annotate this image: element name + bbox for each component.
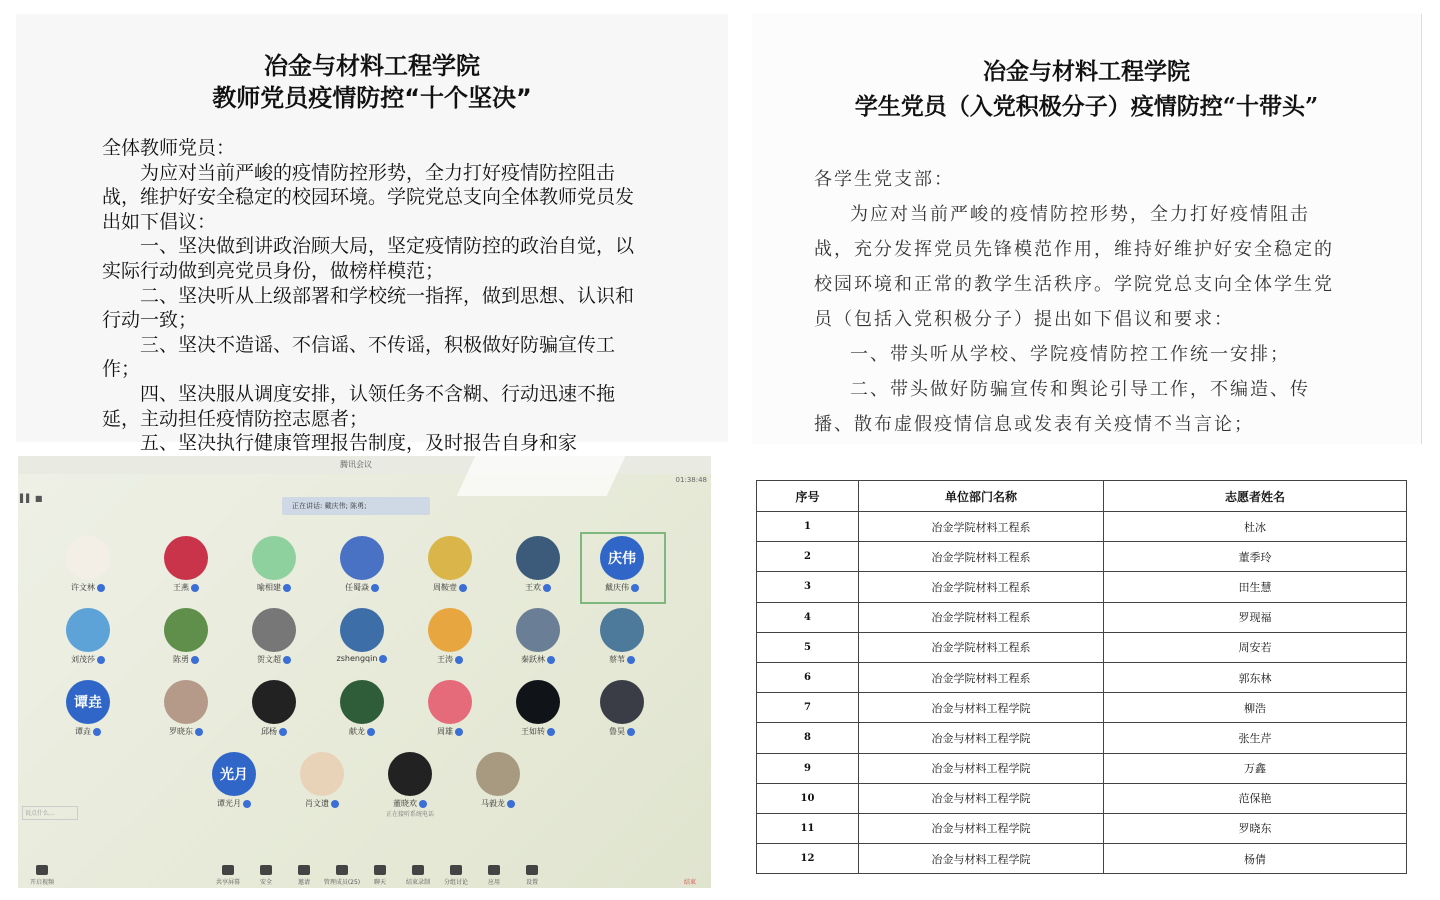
microphone-icon xyxy=(97,656,105,664)
participant-avatar xyxy=(66,680,110,724)
participant-name: 肖文遗 xyxy=(305,799,329,808)
participant-name-row xyxy=(586,582,658,593)
participant-name: 王燕 xyxy=(173,583,189,592)
cell-department: 冶金与材料工程学院 xyxy=(859,723,1104,753)
cell-index: 11 xyxy=(757,813,859,843)
microphone-icon xyxy=(419,800,427,808)
microphone-icon xyxy=(547,656,555,664)
participant-tile[interactable] xyxy=(150,680,222,737)
teacher-notice-paragraph: 一、坚决做到讲政治顾大局，坚定疫情防控的政治自觉，以实际行动做到亮党员身份，做榜样模范； xyxy=(102,235,635,282)
participant-tile[interactable] xyxy=(52,680,124,737)
meeting-controls[interactable]: ▌▌ ■ xyxy=(20,494,43,503)
cell-volunteer-name: 董季玲 xyxy=(1104,542,1407,572)
cell-department: 冶金学院材料工程系 xyxy=(859,542,1104,572)
microphone-icon xyxy=(371,584,379,592)
participant-name: 许文林 xyxy=(71,583,95,592)
cell-department: 冶金与材料工程学院 xyxy=(859,844,1104,874)
participant-tile[interactable] xyxy=(326,536,398,593)
teacher-notice-title-line2: 教师党员疫情防控“十个坚决” xyxy=(212,84,532,112)
video-meeting-photo xyxy=(18,456,711,888)
cell-index: 6 xyxy=(757,662,859,692)
participant-avatar xyxy=(212,752,256,796)
cell-department: 冶金学院材料工程系 xyxy=(859,512,1104,542)
toolbar-button[interactable] xyxy=(246,865,286,886)
cell-department: 冶金与材料工程学院 xyxy=(859,753,1104,783)
volunteer-table-panel xyxy=(756,480,1407,876)
microphone-icon xyxy=(97,584,105,592)
participant-tile[interactable] xyxy=(586,680,658,737)
cell-department: 冶金学院材料工程系 xyxy=(859,632,1104,662)
table-row xyxy=(757,602,1407,632)
cell-volunteer-name: 杨倩 xyxy=(1104,844,1407,874)
microphone-icon xyxy=(455,728,463,736)
participant-tile[interactable] xyxy=(502,536,574,593)
table-row xyxy=(757,723,1407,753)
participant-tile[interactable] xyxy=(586,608,658,665)
participant-tile[interactable] xyxy=(502,680,574,737)
avatar-initials: 光月 xyxy=(220,767,248,783)
student-notice-title-line2: 学生党员（入党积极分子）疫情防控“十带头” xyxy=(854,93,1319,120)
participant-tile[interactable] xyxy=(326,680,398,737)
chat-input[interactable]: 说点什么... xyxy=(22,806,78,820)
cell-index: 10 xyxy=(757,783,859,813)
participant-name-row xyxy=(586,654,658,665)
toolbar-label: 管理成员(25) xyxy=(323,879,361,886)
participant-name-row xyxy=(150,726,222,737)
participant-name-row xyxy=(326,726,398,737)
participant-tile[interactable] xyxy=(414,680,486,737)
toolbar-button[interactable] xyxy=(360,865,400,886)
microphone-icon xyxy=(191,584,199,592)
table-header-row xyxy=(757,481,1407,512)
microphone-icon xyxy=(279,728,287,736)
cell-volunteer-name: 周安若 xyxy=(1104,632,1407,662)
microphone-icon xyxy=(459,584,467,592)
participant-avatar xyxy=(252,608,296,652)
cell-volunteer-name: 郭东林 xyxy=(1104,662,1407,692)
table-row xyxy=(757,632,1407,662)
volunteer-table xyxy=(756,480,1407,874)
participant-name: 陈勇 xyxy=(173,655,189,664)
student-notice-paragraph: 二、带头做好防骗宣传和舆论引导工作，不编造、传播、散布虚假疫情信息或发表有关疫情不当言论； xyxy=(814,379,1310,435)
table-row xyxy=(757,844,1407,874)
student-notice-body xyxy=(814,162,1344,442)
teacher-notice-paragraph: 三、坚决不造谣、不信谣、不传谣，积极做好防骗宣传工作； xyxy=(102,333,616,381)
participant-tile[interactable] xyxy=(462,752,534,809)
cell-volunteer-name: 万鑫 xyxy=(1104,753,1407,783)
cell-index: 12 xyxy=(757,844,859,874)
participant-name-row xyxy=(52,654,124,665)
participant-tile[interactable] xyxy=(198,752,270,809)
toolbar-label: 应用 xyxy=(487,879,500,886)
participant-name: 周鞍壹 xyxy=(433,583,457,592)
toolbar-button[interactable] xyxy=(474,865,514,886)
participant-name-row xyxy=(238,582,310,593)
microphone-icon xyxy=(627,656,635,664)
participant-avatar xyxy=(164,536,208,580)
toolbar-label: 共享屏幕 xyxy=(215,879,240,886)
toolbar-icon xyxy=(298,865,310,875)
header-volunteer-name: 志愿者姓名 xyxy=(1104,481,1407,512)
table-row xyxy=(757,813,1407,843)
participant-tile[interactable] xyxy=(286,752,358,809)
teacher-notice-paragraph: 全体教师党员： xyxy=(102,137,236,159)
microphone-icon xyxy=(631,584,639,592)
toolbar-label: 安全 xyxy=(259,879,272,886)
microphone-icon xyxy=(455,656,463,664)
microphone-icon xyxy=(283,584,291,592)
cell-department: 冶金与材料工程学院 xyxy=(859,783,1104,813)
toolbar-label: 结束录制 xyxy=(405,879,430,886)
participant-tile[interactable] xyxy=(52,608,124,665)
participant-avatar xyxy=(600,608,644,652)
microphone-icon xyxy=(379,655,387,663)
student-notice-title xyxy=(752,54,1421,124)
participant-name: 任蜀焱 xyxy=(345,583,369,592)
participant-tile[interactable] xyxy=(586,536,658,593)
toolbar-button[interactable] xyxy=(322,865,362,886)
participant-name: 周雄 xyxy=(437,727,453,736)
participant-avatar xyxy=(252,536,296,580)
participant-name-row xyxy=(414,726,486,737)
cell-index: 4 xyxy=(757,602,859,632)
participant-avatar xyxy=(428,536,472,580)
cell-index: 1 xyxy=(757,512,859,542)
table-row xyxy=(757,542,1407,572)
toolbar-icon xyxy=(374,865,386,875)
meeting-window-title: 腾讯会议 xyxy=(340,460,372,469)
participant-name: 谭垚 xyxy=(75,727,91,736)
participant-avatar xyxy=(428,680,472,724)
participant-tile[interactable] xyxy=(52,536,124,593)
microphone-icon xyxy=(547,728,555,736)
toolbar-label: 分组讨论 xyxy=(443,879,468,886)
participant-name-row xyxy=(52,726,124,737)
toolbar-icon xyxy=(336,865,348,875)
cell-volunteer-name: 范保艳 xyxy=(1104,783,1407,813)
participant-name: zshengqin xyxy=(336,654,378,663)
participant-avatar xyxy=(516,536,560,580)
microphone-icon xyxy=(93,728,101,736)
participant-tile[interactable] xyxy=(150,536,222,593)
participant-avatar xyxy=(516,680,560,724)
cell-department: 冶金学院材料工程系 xyxy=(859,662,1104,692)
participant-name-row xyxy=(586,726,658,737)
participant-tile[interactable] xyxy=(238,536,310,593)
participant-name-row xyxy=(502,726,574,737)
microphone-icon xyxy=(191,656,199,664)
student-notice-paragraph: 一、带头听从学校、学院疫情防控工作统一安排； xyxy=(850,344,1290,365)
participant-name: 喻相建 xyxy=(257,583,281,592)
cell-index: 7 xyxy=(757,693,859,723)
table-row xyxy=(757,693,1407,723)
participant-name: 罗晓东 xyxy=(169,727,193,736)
participant-name-row xyxy=(286,798,358,809)
participant-name-row xyxy=(414,654,486,665)
participant-name-row xyxy=(52,582,124,593)
student-notice-paragraph: 各学生党支部： xyxy=(814,169,954,190)
cell-index: 5 xyxy=(757,632,859,662)
teacher-notice-paragraph: 二、坚决听从上级部署和学校统一指挥，做到思想、认识和行动一致； xyxy=(102,284,635,332)
toolbar-video-button[interactable] xyxy=(22,865,62,886)
participant-status: 正在接听系统电话 xyxy=(385,811,434,818)
header-index: 序号 xyxy=(757,481,859,512)
toolbar-icon xyxy=(260,865,272,875)
cell-index: 3 xyxy=(757,572,859,602)
cell-volunteer-name: 田生慧 xyxy=(1104,572,1407,602)
toolbar-icon xyxy=(488,865,500,875)
toolbar-button[interactable] xyxy=(398,865,438,886)
participant-name-row xyxy=(414,582,486,593)
cell-volunteer-name: 杜冰 xyxy=(1104,512,1407,542)
student-notice-document xyxy=(752,14,1422,444)
cell-department: 冶金学院材料工程系 xyxy=(859,572,1104,602)
teacher-notice-paragraph: 五、坚决执行健康管理报告制度，及时报告自身和家 xyxy=(140,432,578,455)
toolbar-button[interactable] xyxy=(284,865,324,886)
cell-index: 2 xyxy=(757,542,859,572)
participant-name-row xyxy=(326,582,398,593)
toolbar-icon xyxy=(222,865,234,875)
participant-avatar xyxy=(340,536,384,580)
toolbar-button[interactable] xyxy=(512,865,552,886)
microphone-icon xyxy=(367,728,375,736)
toolbar-icon xyxy=(450,865,462,875)
participant-tile[interactable] xyxy=(414,608,486,665)
cell-department: 冶金与材料工程学院 xyxy=(859,813,1104,843)
participant-avatar xyxy=(66,608,110,652)
teacher-notice-body xyxy=(102,136,642,456)
participant-tile[interactable] xyxy=(326,608,398,663)
participant-name: 蔡苇 xyxy=(609,655,625,664)
participant-avatar xyxy=(340,680,384,724)
toolbar-video-label: 开启视频 xyxy=(29,879,54,886)
microphone-icon xyxy=(543,584,551,592)
participant-name: 谭光月 xyxy=(217,799,241,808)
participant-avatar xyxy=(516,608,560,652)
table-row xyxy=(757,512,1407,542)
avatar-initials: 谭垚 xyxy=(74,695,102,711)
microphone-icon xyxy=(507,800,515,808)
camera-icon xyxy=(36,865,48,875)
toolbar-icon xyxy=(526,865,538,875)
meeting-timer: 01:38:48 xyxy=(675,476,707,484)
microphone-icon xyxy=(243,800,251,808)
student-notice-title-line1: 冶金与材料工程学院 xyxy=(983,58,1190,85)
cell-volunteer-name: 罗现福 xyxy=(1104,602,1407,632)
participant-avatar xyxy=(600,680,644,724)
participant-tile[interactable] xyxy=(150,608,222,665)
participant-name: 王涛 xyxy=(437,655,453,664)
participant-name: 秦跃林 xyxy=(521,655,545,664)
student-notice-paragraph: 为应对当前严峻的疫情防控形势，全力打好疫情阻击战，充分发挥党员先锋模范作用，维持好维护好安全稳定的校园环境和正常的教学生活秩序。学院党总支向全体学生党员（包括入党积极分子）提出如下倡议和要求： xyxy=(814,204,1334,330)
participant-tile[interactable] xyxy=(238,680,310,737)
toolbar-button[interactable] xyxy=(436,865,476,886)
participant-name: 邱杨 xyxy=(261,727,277,736)
participant-name-row xyxy=(198,798,270,809)
participant-tile[interactable] xyxy=(502,608,574,665)
microphone-icon xyxy=(283,656,291,664)
teacher-notice-title xyxy=(16,50,728,114)
toolbar-label: 聊天 xyxy=(373,879,386,886)
cell-department: 冶金学院材料工程系 xyxy=(859,602,1104,632)
participant-avatar xyxy=(600,536,644,580)
table-row xyxy=(757,753,1407,783)
meeting-toolbar xyxy=(18,858,711,888)
toolbar-button[interactable] xyxy=(208,865,248,886)
end-meeting-button[interactable] xyxy=(670,877,710,886)
participant-name-row xyxy=(150,582,222,593)
cell-volunteer-name: 罗晓东 xyxy=(1104,813,1407,843)
participant-name: 马毅龙 xyxy=(481,799,505,808)
participant-avatar xyxy=(300,752,344,796)
toolbar-icon xyxy=(412,865,424,875)
participant-tile[interactable] xyxy=(374,752,446,818)
participant-name-row xyxy=(374,798,446,809)
participant-avatar xyxy=(66,536,110,580)
teacher-notice-document xyxy=(16,14,728,455)
participant-tile[interactable] xyxy=(238,608,310,665)
cell-volunteer-name: 张生芹 xyxy=(1104,723,1407,753)
participant-name: 献龙 xyxy=(349,727,365,736)
teacher-notice-paragraph: 为应对当前严峻的疫情防控形势，全力打好疫情防控阻击战，维护好安全稳定的校园环境。学院党总支向全体教师党员发出如下倡议： xyxy=(102,161,635,233)
participant-name-row xyxy=(238,654,310,665)
cell-index: 9 xyxy=(757,753,859,783)
header-department: 单位部门名称 xyxy=(859,481,1104,512)
table-row xyxy=(757,783,1407,813)
participant-name: 王欢 xyxy=(525,583,541,592)
screen-glare xyxy=(457,456,626,496)
participant-name-row xyxy=(150,654,222,665)
table-row xyxy=(757,572,1407,602)
participant-name: 王如转 xyxy=(521,727,545,736)
cell-index: 8 xyxy=(757,723,859,753)
participant-name: 鲁昊 xyxy=(609,727,625,736)
toolbar-label: 邀请 xyxy=(297,879,310,886)
cell-department: 冶金与材料工程学院 xyxy=(859,693,1104,723)
participant-name-row xyxy=(326,654,398,663)
participant-avatar xyxy=(340,608,384,652)
microphone-icon xyxy=(331,800,339,808)
participant-name: 贺文超 xyxy=(257,655,281,664)
toolbar-label: 设置 xyxy=(525,879,538,886)
participant-name-row xyxy=(238,726,310,737)
participant-name: 董晓欢 xyxy=(393,799,417,808)
end-meeting-label: 结束 xyxy=(683,879,696,886)
participant-name: 戴庆伟 xyxy=(605,583,629,592)
teacher-notice-title-line1: 冶金与材料工程学院 xyxy=(264,52,480,80)
cell-volunteer-name: 柳浩 xyxy=(1104,693,1407,723)
microphone-icon xyxy=(627,728,635,736)
microphone-icon xyxy=(195,728,203,736)
participant-name-row xyxy=(462,798,534,809)
participant-name-row xyxy=(502,582,574,593)
teacher-notice-paragraph: 四、坚决服从调度安排，认领任务不含糊、行动迅速不拖延，主动担任疫情防控志愿者； xyxy=(102,382,616,430)
speaking-indicator: 正在讲话: 戴庆伟; 陈勇; xyxy=(282,497,430,515)
participant-avatar xyxy=(476,752,520,796)
participant-avatar xyxy=(164,608,208,652)
participant-avatar xyxy=(164,680,208,724)
participant-avatar xyxy=(428,608,472,652)
participant-tile[interactable] xyxy=(414,536,486,593)
participant-avatar xyxy=(388,752,432,796)
participant-name-row xyxy=(502,654,574,665)
participant-name: 刘茂莎 xyxy=(71,655,95,664)
avatar-initials: 庆伟 xyxy=(608,551,636,567)
participant-avatar xyxy=(252,680,296,724)
table-row xyxy=(757,662,1407,692)
